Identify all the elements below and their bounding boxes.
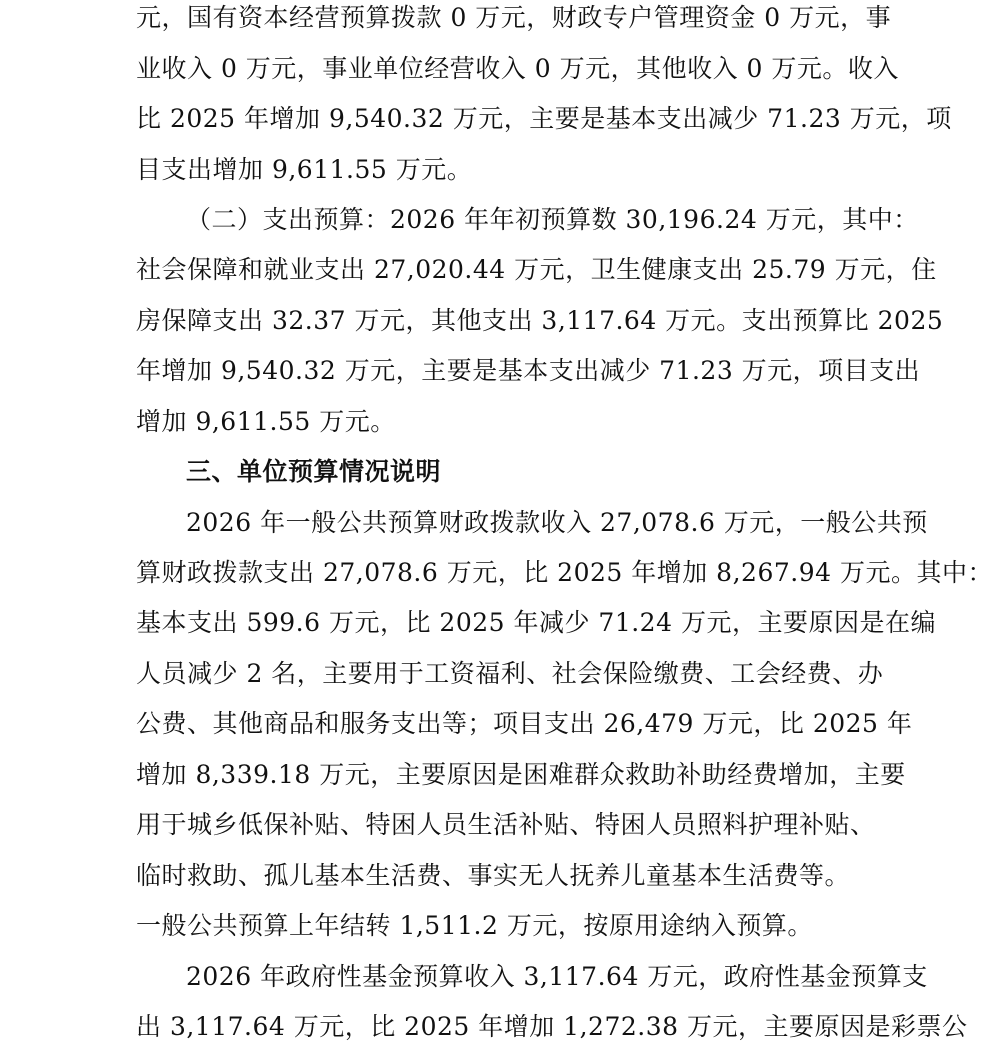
paragraph-4-line-2: 出 3,117.64 万元，比 2025 年增加 1,272.38 万元，主要原因是彩票公 bbox=[136, 1012, 968, 1041]
paragraph-3-line-4: 人员减少 2 名，主要用于工资福利、社会保险缴费、工会经费、办 bbox=[136, 659, 884, 688]
paragraph-1-line-2: 业收入 0 万元，事业单位经营收入 0 万元，其他收入 0 万元。收入 bbox=[136, 54, 899, 83]
paragraph-2-line-2: 社会保障和就业支出 27,020.44 万元，卫生健康支出 25.79 万元，住 bbox=[136, 255, 937, 284]
paragraph-3-line-2: 算财政拨款支出 27,078.6 万元，比 2025 年增加 8,267.94 万元。其中： bbox=[136, 558, 993, 587]
paragraph-2-line-4: 年增加 9,540.32 万元，主要是基本支出减少 71.23 万元，项目支出 bbox=[136, 356, 921, 385]
paragraph-2-line-1: （二）支出预算：2026 年年初预算数 30,196.24 万元，其中： bbox=[186, 205, 919, 234]
paragraph-1-line-1: 元，国有资本经营预算拨款 0 万元，财政专户管理资金 0 万元，事 bbox=[136, 3, 892, 32]
paragraph-2-line-5: 增加 9,611.55 万元。 bbox=[136, 407, 396, 436]
paragraph-3-line-6: 增加 8,339.18 万元，主要原因是困难群众救助补助经费增加，主要 bbox=[136, 760, 906, 789]
paragraph-1-line-3: 比 2025 年增加 9,540.32 万元，主要是基本支出减少 71.23 万元，项 bbox=[136, 104, 952, 133]
section-heading: 三、单位预算情况说明 bbox=[186, 457, 442, 486]
paragraph-4-line-1: 2026 年政府性基金预算收入 3,117.64 万元，政府性基金预算支 bbox=[186, 962, 928, 991]
paragraph-3-line-7: 用于城乡低保补贴、特困人员生活补贴、特困人员照料护理补贴、 bbox=[136, 810, 876, 839]
paragraph-3-line-1: 2026 年一般公共预算财政拨款收入 27,078.6 万元，一般公共预 bbox=[186, 508, 928, 537]
paragraph-3-line-9: 一般公共预算上年结转 1,511.2 万元，按原用途纳入预算。 bbox=[136, 911, 813, 940]
paragraph-3-line-8: 临时救助、孤儿基本生活费、事实无人抚养儿童基本生活费等。 bbox=[136, 861, 851, 890]
paragraph-3-line-5: 公费、其他商品和服务支出等；项目支出 26,479 万元，比 2025 年 bbox=[136, 709, 913, 738]
paragraph-1-line-4: 目支出增加 9,611.55 万元。 bbox=[136, 155, 473, 184]
paragraph-2-line-3: 房保障支出 32.37 万元，其他支出 3,117.64 万元。支出预算比 2025 bbox=[136, 306, 944, 335]
paragraph-3-line-3: 基本支出 599.6 万元，比 2025 年减少 71.24 万元，主要原因是在编 bbox=[136, 608, 936, 637]
